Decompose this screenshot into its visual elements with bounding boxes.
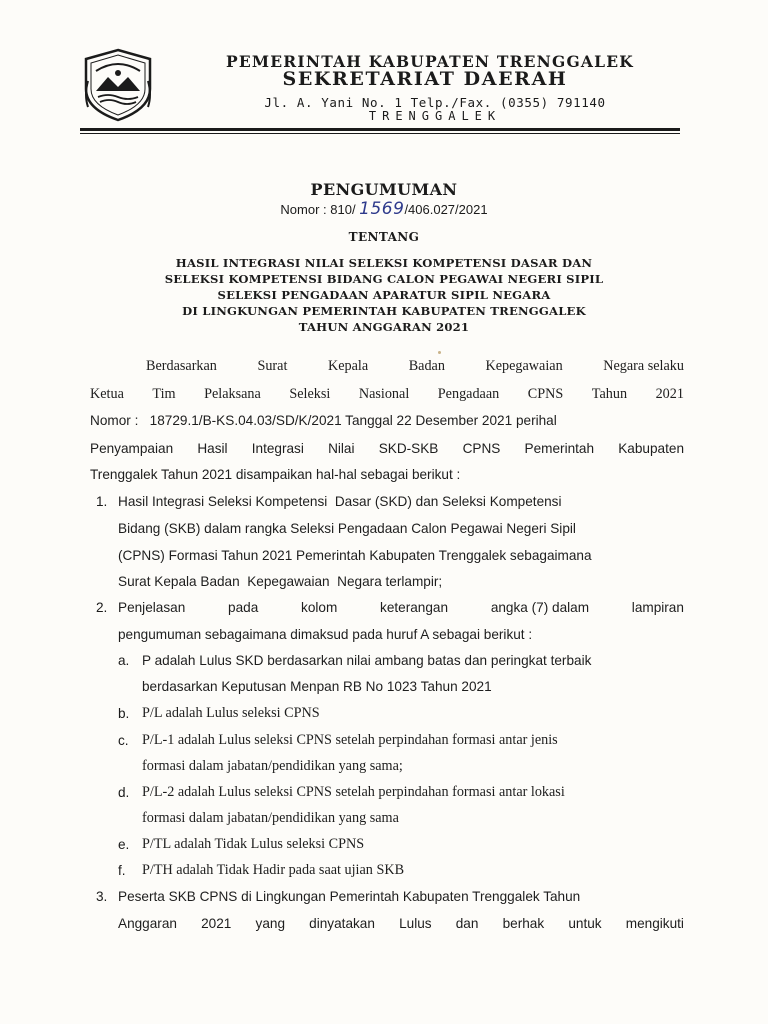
intro-line-2 bbox=[90, 386, 684, 403]
word: Kepegawaian bbox=[485, 358, 563, 374]
subitem-marker: f. bbox=[118, 863, 126, 878]
subitem-c-line: formasi dalam jabatan/pendidikan yang sama; bbox=[142, 758, 403, 774]
subitem-marker: e. bbox=[118, 837, 130, 852]
word: Badan bbox=[408, 358, 445, 374]
word: Integrasi bbox=[251, 441, 304, 456]
word: Tahun bbox=[591, 386, 628, 402]
word: Surat bbox=[257, 358, 288, 374]
item-1-line: Hasil Integrasi Seleksi Kompetensi Dasar (SKD) dan Seleksi Kompetensi bbox=[118, 494, 562, 509]
word: Pelaksana bbox=[204, 386, 261, 402]
word: Pemerintah bbox=[524, 441, 595, 456]
word: Hasil bbox=[197, 441, 228, 456]
word: CPNS bbox=[462, 441, 501, 456]
word: kolom bbox=[301, 600, 338, 615]
subitem-marker: d. bbox=[118, 785, 130, 800]
paper-speck bbox=[438, 351, 441, 354]
word: mengikuti bbox=[625, 916, 684, 931]
subitem-e-line: P/TL adalah Tidak Lulus seleksi CPNS bbox=[142, 836, 365, 852]
item-1-line: (CPNS) Formasi Tahun 2021 Pemerintah Kabupaten Trenggalek sebagaimana bbox=[118, 548, 592, 563]
number-prefix: Nomor : 810/ bbox=[280, 202, 360, 217]
letterhead-city: TRENGGALEK bbox=[368, 109, 502, 123]
number-handwritten: 1569 bbox=[359, 199, 405, 219]
letterhead-rule-thin bbox=[80, 133, 680, 134]
word: 2021 bbox=[201, 916, 232, 931]
subitem-a-line: berdasarkan Keputusan Menpan RB No 1023 Tahun 2021 bbox=[142, 679, 492, 694]
regency-emblem-icon bbox=[80, 47, 156, 123]
word: angka (7) dalam bbox=[490, 600, 590, 615]
intro-line-1 bbox=[146, 358, 684, 375]
intro-line-5: Trenggalek Tahun 2021 disampaikan hal-hal sebagai berikut : bbox=[90, 467, 461, 482]
word: berhak bbox=[502, 916, 545, 931]
word: Kepala bbox=[327, 358, 369, 374]
subject-line: DI LINGKUNGAN PEMERINTAH KABUPATEN TRENGGALEK bbox=[182, 304, 586, 318]
word: Pengadaan bbox=[437, 386, 500, 402]
subject-line: HASIL INTEGRASI NILAI SELEKSI KOMPETENSI DASAR DAN bbox=[175, 256, 593, 270]
subitem-f-line: P/TH adalah Tidak Hadir pada saat ujian SKB bbox=[142, 862, 405, 878]
word: pada bbox=[228, 600, 259, 615]
word: dan bbox=[455, 916, 479, 931]
item-3-line-2 bbox=[118, 916, 684, 931]
intro-line-3: Nomor : 18729.1/B-KS.04.03/SD/K/2021 Tanggal 22 Desember 2021 perihal bbox=[90, 413, 557, 428]
word: Anggaran bbox=[118, 916, 177, 931]
item-marker: 3. bbox=[96, 889, 108, 904]
item-3-line-1: Peserta SKB CPNS di Lingkungan Pemerintah Kabupaten Trenggalek Tahun bbox=[118, 889, 581, 904]
item-2-line-1 bbox=[118, 600, 684, 615]
word: Seleksi bbox=[289, 386, 331, 402]
subject-line: TAHUN ANGGARAN 2021 bbox=[298, 320, 470, 334]
word: keterangan bbox=[380, 600, 449, 615]
word: untuk bbox=[568, 916, 602, 931]
word: Penjelasan bbox=[118, 600, 186, 615]
word: Kabupaten bbox=[618, 441, 684, 456]
item-2-line-2: pengumuman sebagaimana dimaksud pada huruf A sebagai berikut : bbox=[118, 627, 533, 642]
number-suffix: /406.027/2021 bbox=[404, 202, 488, 217]
item-1-line: Bidang (SKB) dalam rangka Seleksi Pengadaan Calon Pegawai Negeri Sipil bbox=[118, 521, 576, 536]
subitem-marker: a. bbox=[118, 653, 130, 668]
item-1-line: Surat Kepala Badan Kepegawaian Negara terlampir; bbox=[118, 574, 443, 589]
word: Negara selaku bbox=[603, 358, 684, 374]
subitem-marker: c. bbox=[118, 733, 129, 748]
subject-line: SELEKSI KOMPETENSI BIDANG CALON PEGAWAI NEGERI SIPIL bbox=[164, 272, 604, 286]
subitem-d-line: P/L-2 adalah Lulus seleksi CPNS setelah perpindahan formasi antar lokasi bbox=[142, 784, 565, 800]
about-heading: TENTANG bbox=[348, 230, 420, 244]
word: Berdasarkan bbox=[146, 358, 217, 374]
item-marker: 2. bbox=[96, 600, 108, 615]
word: CPNS bbox=[527, 386, 564, 402]
letterhead bbox=[0, 0, 768, 135]
intro-line-4 bbox=[90, 441, 684, 456]
word: Tim bbox=[152, 386, 176, 402]
word: yang bbox=[255, 916, 286, 931]
word: Nilai bbox=[328, 441, 355, 456]
word: Nasional bbox=[358, 386, 410, 402]
word: Penyampaian bbox=[90, 441, 174, 456]
subitem-marker: b. bbox=[118, 706, 130, 721]
item-marker: 1. bbox=[96, 494, 108, 509]
word: SKD-SKB bbox=[378, 441, 439, 456]
subitem-d-line: formasi dalam jabatan/pendidikan yang sama bbox=[142, 810, 399, 826]
word: lampiran bbox=[631, 600, 684, 615]
word: dinyatakan bbox=[309, 916, 375, 931]
word: 2021 bbox=[655, 386, 684, 402]
word: Ketua bbox=[90, 386, 124, 402]
subject-line: SELEKSI PENGADAAN APARATUR SIPIL NEGARA bbox=[217, 288, 551, 302]
letterhead-address: Jl. A. Yani No. 1 Telp./Fax. (0355) 791140 bbox=[264, 95, 606, 110]
subject-heading bbox=[110, 255, 658, 335]
subitem-b-line: P/L adalah Lulus seleksi CPNS bbox=[142, 705, 320, 721]
announcement-number bbox=[0, 199, 768, 219]
letterhead-rule-thick bbox=[80, 128, 680, 131]
subitem-a-line: P adalah Lulus SKD berdasarkan nilai ambang batas dan peringkat terbaik bbox=[142, 653, 592, 668]
subitem-c-line: P/L-1 adalah Lulus seleksi CPNS setelah perpindahan formasi antar jenis bbox=[142, 732, 558, 748]
word: Lulus bbox=[399, 916, 432, 931]
announcement-title: PENGUMUMAN bbox=[310, 180, 458, 199]
letterhead-government: PEMERINTAH KABUPATEN TRENGGALEK bbox=[226, 52, 634, 71]
letterhead-office: SEKRETARIAT DAERAH bbox=[282, 68, 568, 90]
